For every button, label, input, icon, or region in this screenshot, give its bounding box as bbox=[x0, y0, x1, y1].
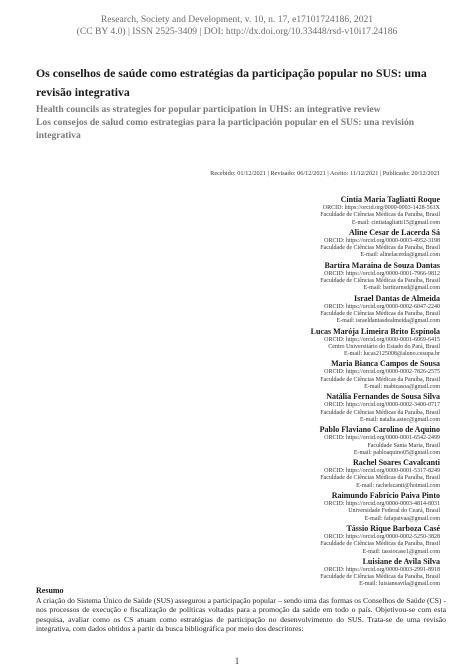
author-email[interactable]: E-mail: tassiocase1@gmail.com bbox=[362, 548, 440, 555]
author-name: Tássio Rique Barboza Casé bbox=[346, 523, 440, 533]
author-orcid[interactable]: ORCID: https://orcid.org/0000-0002-6047-2240 bbox=[324, 303, 440, 310]
abstract-text: A criação do Sistema Único de Saúde (SUS) assegurou a participação popular – sendo uma das formas os Conselhos de Saúde (CS) - nos processos de execução e fiscalização de políticas voltadas para a promoção da saúde em todo o país. Objetivou-se com esta pesquisa, avaliar como os CS atuam como estratégias de participação no desenvolvimento do SUS. Trata-se de uma revisão integrativa, com dados obtidos a partir da busca bibliográfica por meio dos descritores: bbox=[36, 596, 446, 633]
author-affiliation: Faculdade Santa Maria, Brasil bbox=[367, 442, 440, 449]
author-name: Cíntia Maria Tagliatti Roque bbox=[340, 195, 440, 204]
author-name: Rachel Soares Cavalcanti bbox=[353, 458, 440, 468]
author-email[interactable]: E-mail: cintiatagliatti15@gmail.com bbox=[351, 219, 440, 226]
author-orcid[interactable]: ORCID: https://orcid.org/0000-0002-7826-2575 bbox=[324, 369, 440, 376]
author-block bbox=[160, 327, 440, 359]
author-list bbox=[160, 195, 440, 590]
abstract-section bbox=[36, 586, 446, 633]
author-block bbox=[160, 491, 440, 523]
author-name: Bartíra Maraína de Souza Dantas bbox=[324, 260, 440, 270]
author-orcid[interactable]: ORCID: https://orcid.org/0000-0003-1428-561X bbox=[322, 205, 440, 211]
journal-license-doi[interactable]: (CC BY 4.0) | ISSN 2525-3409 | DOI: http://dx.doi.org/10.33448/rsd-v10i17.24186 bbox=[76, 26, 398, 37]
author-affiliation: Centro Universitário do Estado do Pará, Brasil bbox=[328, 343, 440, 350]
author-email[interactable]: E-mail: mabicasoa@gmail.com bbox=[364, 384, 440, 391]
author-block bbox=[160, 524, 440, 556]
author-name: Raimundo Fabrício Paiva Pinto bbox=[331, 491, 440, 501]
author-orcid[interactable]: ORCID: https://orcid.org/0000-0003-4814-8031 bbox=[324, 501, 440, 508]
author-block bbox=[160, 228, 440, 260]
author-affiliation: Faculdade de Ciências Médicas da Paraíba, Brasil bbox=[320, 376, 440, 383]
author-block bbox=[160, 195, 440, 227]
author-email[interactable]: E-mail: israeldantasdealmeida@gmail.com bbox=[336, 318, 440, 325]
author-affiliation: Faculdade de Ciências Médicas da Paraíba, Brasil bbox=[320, 409, 440, 416]
author-affiliation: Universidade Federal do Ceará, Brasil bbox=[348, 508, 440, 515]
author-block bbox=[160, 458, 440, 490]
author-name: Lucas Marója Limeira Brito Espínola bbox=[310, 326, 440, 336]
author-block bbox=[160, 359, 440, 391]
author-email[interactable]: E-mail: lucas2125008@aluno.cesupa.br bbox=[344, 351, 440, 358]
author-orcid[interactable]: ORCID: https://orcid.org/0000-0003-2991-8918 bbox=[324, 566, 440, 573]
title-portuguese: Os conselhos de saúde como estratégias da participação popular no SUS: uma revisão integrativa bbox=[36, 66, 427, 99]
author-email[interactable]: E-mail: alinelacerda@gmail.com bbox=[360, 252, 440, 259]
title-english: Health councils as strategies for popular participation in UHS: an integrative review bbox=[36, 104, 381, 115]
author-orcid[interactable]: ORCID: https://orcid.org/0000-0002-5250-3828 bbox=[324, 533, 440, 540]
author-affiliation: Faculdade de Ciências Médicas da Paraíba, Brasil bbox=[320, 475, 440, 482]
author-email[interactable]: E-mail: natalia.astec@gmail.com bbox=[360, 416, 440, 423]
author-name: Pablo Flaviano Carolino de Aquino bbox=[319, 425, 440, 435]
abstract-heading: Resumo bbox=[36, 586, 64, 595]
author-orcid[interactable]: ORCID: https://orcid.org/0000-0001-7966-9812 bbox=[324, 270, 440, 277]
author-orcid[interactable]: ORCID: https://orcid.org/0000-0001-5317-8249 bbox=[324, 468, 440, 475]
author-name: Maria Bianca Campos de Sousa bbox=[331, 359, 440, 369]
author-orcid[interactable]: ORCID: https://orcid.org/0000-0001-6542-2499 bbox=[324, 435, 440, 442]
author-email[interactable]: E-mail: luisianeavila@gmail.com bbox=[359, 581, 440, 588]
author-affiliation: Faculdade de Ciências Médicas da Paraíba, Brasil bbox=[320, 541, 440, 548]
author-name: Natália Fernandes de Sousa Silva bbox=[326, 392, 440, 402]
author-affiliation: Faculdade de Ciências Médicas da Paraíba, Brasil bbox=[320, 574, 440, 581]
submission-dates: Recebido: 01/12/2021 | Revisado: 06/12/2021 | Aceito: 11/12/2021 | Publicado: 20/12/2021 bbox=[210, 170, 440, 177]
journal-citation: Research, Society and Development, v. 10, n. 17, e17101724186, 2021 bbox=[100, 14, 374, 25]
author-email[interactable]: E-mail: rachelscanti@hotmail.com bbox=[356, 482, 440, 489]
author-email[interactable]: E-mail: fafapaivaa@gmail.com bbox=[364, 515, 440, 522]
author-name: Israel Dantas de Almeida bbox=[354, 293, 440, 303]
title-spanish: Los consejos de salud como estrategias para la participación popular en el SUS: una revisión integrativa bbox=[36, 117, 415, 141]
author-orcid[interactable]: ORCID: https://orcid.org/0000-0003-4952-3198 bbox=[324, 237, 440, 244]
author-name: Luisiane de Avila Silva bbox=[362, 556, 440, 566]
page-number: 1 bbox=[234, 656, 240, 666]
author-block bbox=[160, 392, 440, 424]
author-email[interactable]: E-mail: pabloaquino05@gmail.com bbox=[353, 449, 440, 456]
author-affiliation: Faculdade de Ciências Médicas da Paraíba, Brasil bbox=[320, 245, 440, 252]
author-affiliation: Faculdade de Ciências Médicas da Paraíba, Brasil bbox=[320, 212, 440, 219]
article-titles bbox=[36, 64, 446, 142]
journal-header bbox=[0, 14, 474, 38]
author-block bbox=[160, 261, 440, 293]
author-orcid[interactable]: ORCID: https://orcid.org/0000-0002-3400-0717 bbox=[324, 402, 440, 409]
author-block bbox=[160, 425, 440, 457]
author-block bbox=[160, 557, 440, 589]
author-email[interactable]: E-mail: bartirarnsd@gmail.com bbox=[363, 285, 440, 292]
author-orcid[interactable]: ORCID: https://orcid.org/0000-0001-6069-6415 bbox=[324, 336, 440, 343]
author-affiliation: Faculdade de Ciências Médicas da Paraíba, Brasil bbox=[320, 278, 440, 285]
author-block bbox=[160, 294, 440, 326]
author-affiliation: Faculdade de Ciências Médicas da Paraíba, Brasil bbox=[320, 310, 440, 317]
author-name: Aline Cesar de Lacerda Sá bbox=[349, 227, 440, 237]
